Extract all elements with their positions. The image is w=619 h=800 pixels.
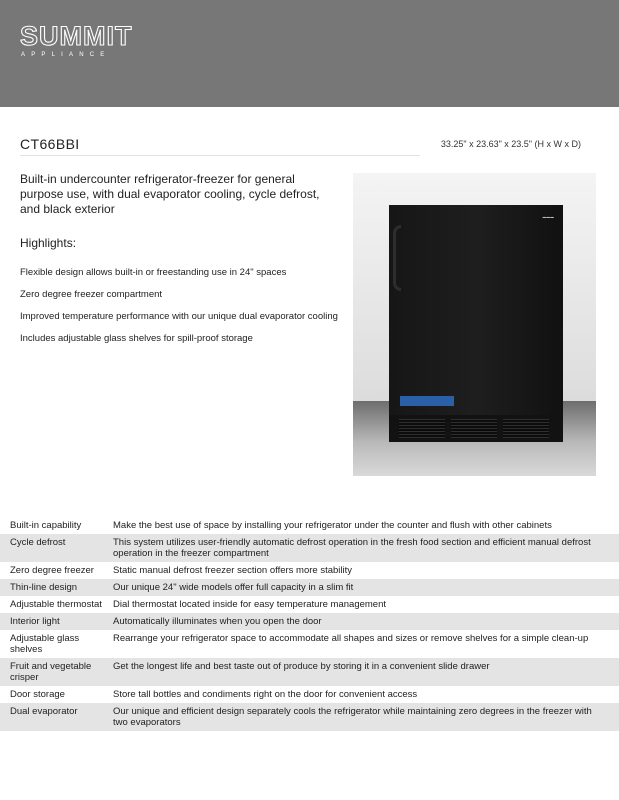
feature-text: Rearrange your refrigerator space to accommodate all shapes and sizes or remove shelves for a simple clean-up xyxy=(113,633,589,644)
highlight-item: Zero degree freezer compartment xyxy=(20,289,163,300)
feature-text: Make the best use of space by installing your refrigerator under the counter and flush with other cabinets xyxy=(113,520,552,531)
table-row xyxy=(0,658,619,686)
feature-name: Interior light xyxy=(10,616,60,627)
product-description: Built-in undercounter refrigerator-freezer for general purpose use, with dual evaporator cooling, cycle defrost, and black exterior xyxy=(20,172,320,216)
table-row xyxy=(0,596,619,613)
table-row xyxy=(0,630,619,658)
highlight-item: Flexible design allows built-in or freestanding use in 24" spaces xyxy=(20,267,287,278)
grille-section xyxy=(451,419,497,438)
energy-label xyxy=(400,396,454,406)
feature-name: Zero degree freezer xyxy=(10,565,94,576)
feature-name: Dual evaporator xyxy=(10,706,78,717)
feature-text: Get the longest life and best taste out of produce by storing it in a convenient slide drawer xyxy=(113,661,490,672)
feature-name: Fruit and vegetable crisper xyxy=(10,661,92,683)
title-divider xyxy=(20,155,420,156)
refrigerator-image xyxy=(389,205,563,442)
summit-logo xyxy=(20,22,132,58)
feature-text: Static manual defrost freezer section offers more stability xyxy=(113,565,353,576)
header-banner xyxy=(0,0,619,107)
feature-name: Cycle defrost xyxy=(10,537,66,548)
feature-name: Adjustable glass shelves xyxy=(10,633,80,655)
highlights-title: Highlights: xyxy=(20,236,77,250)
table-row xyxy=(0,579,619,596)
highlights-list xyxy=(20,267,340,355)
feature-name: Door storage xyxy=(10,689,65,700)
feature-name: Adjustable thermostat xyxy=(10,599,102,610)
table-row xyxy=(0,613,619,630)
product-photo xyxy=(353,173,596,476)
feature-text: Dial thermostat located inside for easy temperature management xyxy=(113,599,386,610)
logo-wordmark: SUMMIT xyxy=(20,21,133,51)
features-table xyxy=(0,517,619,731)
feature-name: Thin-line design xyxy=(10,582,78,593)
model-row xyxy=(20,136,585,156)
kickplate-grille xyxy=(399,419,553,438)
logo-tagline: APPLIANCE xyxy=(21,52,111,58)
refrigerator-door xyxy=(389,205,563,415)
feature-text: Store tall bottles and condiments right on the door for convenient access xyxy=(113,689,418,700)
feature-text: Our unique 24" wide models offer full capacity in a slim fit xyxy=(113,582,354,593)
table-row xyxy=(0,534,619,562)
highlight-item: Includes adjustable glass shelves for spill-proof storage xyxy=(20,333,253,344)
grille-section xyxy=(399,419,445,438)
model-number: CT66BBI xyxy=(20,136,80,152)
feature-name: Built-in capability xyxy=(10,520,82,531)
door-handle xyxy=(393,225,401,291)
feature-text: This system utilizes user-friendly automatic defrost operation in the fresh food section and efficient manual defrost operation in the freezer compartment xyxy=(113,537,591,559)
table-row xyxy=(0,703,619,731)
highlight-item: Improved temperature performance with our unique dual evaporator cooling xyxy=(20,311,338,322)
dimensions: 33.25" x 23.63" x 23.5" (H x W x D) xyxy=(440,139,581,149)
grille-section xyxy=(503,419,549,438)
feature-text: Our unique and efficient design separately cools the refrigerator while maintaining zero degrees in the freezer with two evaporators xyxy=(113,706,592,728)
table-row xyxy=(0,686,619,703)
door-brand-mark: ▬▬▬ xyxy=(542,215,554,219)
table-row xyxy=(0,517,619,534)
feature-text: Automatically illuminates when you open the door xyxy=(113,616,322,627)
table-row xyxy=(0,562,619,579)
